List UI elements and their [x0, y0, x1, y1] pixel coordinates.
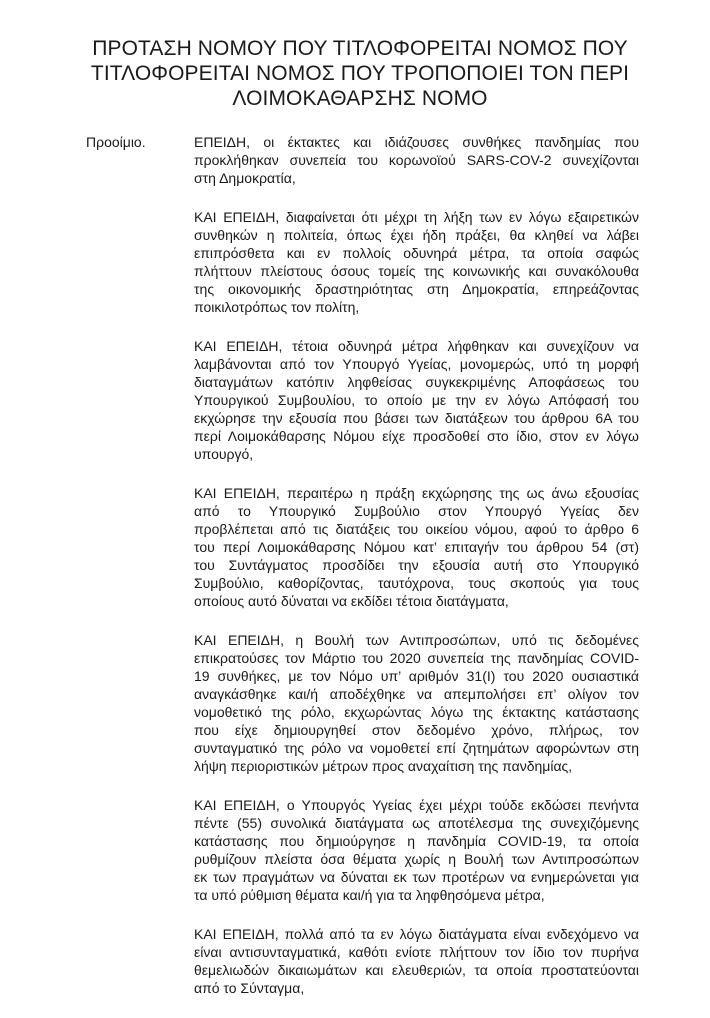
paragraph-line: ΚΑΙ ΕΠΕΙΔΗ, ο Υπουργός Υγείας έχει μέχρι τούδε εκδώσει πενήντα — [194, 797, 639, 813]
paragraph-line: της οικονομικής δραστηριότητας στη Δημοκρατία, επηρεάζοντας — [194, 281, 639, 297]
paragraph-line: πλήττουν πλείστους όσους τομείς της κοινωνικής και συνακόλουθα — [194, 263, 639, 279]
paragraph-line: Συμβούλιο, καθορίζοντας, ταυτόχρονα, τους σκοπούς για τους — [194, 575, 639, 591]
document-title — [60, 36, 660, 111]
preamble-paragraph — [194, 133, 639, 187]
paragraph-line: επιπρόσθετα και εν πολλοίς οδυνηρά μέτρα, τα οποία σαφώς — [194, 245, 639, 261]
paragraph-line: Υπουργικού Συμβουλίου, το οποίο με την εν λόγω Απόφασή του — [194, 392, 639, 408]
preamble-paragraph — [194, 208, 639, 316]
preamble-paragraph — [194, 796, 639, 904]
paragraph-line: εκχώρησε την εξουσία που βάσει των διατάξεων του άρθρου 6Α του — [194, 410, 639, 426]
paragraph-line: θεμελιωδών δικαιωμάτων και ελευθεριών, τα οποία προστατεύονται — [194, 962, 639, 978]
title-line: ΛΟΙΜΟΚΑΘΑΡΣΗΣ ΝΟΜΟ — [232, 87, 488, 110]
paragraph-line: ρυθμίζουν πλείστα όσα θέματα χωρίς η Βουλή των Αντιπροσώπων — [194, 851, 639, 867]
preamble-body — [194, 133, 639, 1018]
preamble-paragraph — [194, 484, 639, 610]
paragraph-line: ΚΑΙ ΕΠΕΙΔΗ, διαφαίνεται ότι μέχρι τη λήξη των εν λόγω εξαιρετικών — [194, 209, 639, 225]
paragraph-line: συνταγματικό της ρόλο να νομοθετεί επί ζητημάτων αφορώντων στη — [194, 740, 639, 756]
title-line: ΠΡΟΤΑΣΗ ΝΟΜΟΥ ΠΟΥ ΤΙΤΛΟΦΟΡΕΙΤΑΙ ΝΟΜΟΣ ΠΟΥ — [92, 37, 628, 60]
section-label: Προοίμιο. — [86, 134, 146, 150]
paragraph-line: 19 συνθήκες, με τον Νόμο υπ’ αριθμόν 31(Ι) του 2020 ουσιαστικά — [194, 668, 639, 684]
preamble-paragraph — [194, 337, 639, 463]
paragraph-line: συνθηκών η πολιτεία, όπως έχει ήδη πράξει, θα κληθεί να λάβει — [194, 227, 639, 243]
paragraph-line: ΚΑΙ ΕΠΕΙΔΗ, η Βουλή των Αντιπροσώπων, υπό τις δεδομένες — [194, 632, 639, 648]
paragraph-line: ΚΑΙ ΕΠΕΙΔΗ, περαιτέρω η πράξη εκχώρησης της ως άνω εξουσίας — [194, 485, 639, 501]
title-line: ΤΙΤΛΟΦΟΡΕΙΤΑΙ ΝΟΜΟΣ ΠΟΥ ΤΡΟΠΟΠΟΙΕΙ ΤΟΝ ΠΕΡΙ — [90, 62, 630, 85]
paragraph-line: περί Λοιμοκάθαρσης Νόμου είχε προσδοθεί στο ίδιο, στον εν λόγω — [194, 428, 639, 444]
paragraph-line: κατάστασης που δημιούργησε η πανδημία COVID-19, τα οποία — [194, 833, 639, 849]
paragraph-line: εκ των πραγμάτων να δύναται εκ των προτέρων να ενημερώνεται για — [194, 869, 639, 885]
paragraph-line: λαμβάνονται από τον Υπουργό Υγείας, μονομερώς, υπό τη μορφή — [194, 356, 639, 372]
paragraph-line: που είχε δημιουργηθεί στον δεδομένο χρόνο, πλήρως, τον — [194, 722, 639, 738]
paragraph-line: πέντε (55) συνολικά διατάγματα ως αποτέλεσμα της συνεχιζόμενης — [194, 815, 639, 831]
paragraph-line: του Συντάγματος προσδίδει την εξουσία αυτή στο Υπουργικό — [194, 557, 639, 573]
paragraph-line: ΚΑΙ ΕΠΕΙΔΗ, πολλά από τα εν λόγω διατάγματα είναι ενδεχόμενο να — [194, 926, 639, 942]
preamble-paragraph — [194, 925, 639, 997]
preamble-paragraph — [194, 631, 639, 775]
paragraph-line: αναγκάσθηκε και/ή αποδέχθηκε να απεμπολήσει επ’ ολίγον τον — [194, 686, 639, 702]
paragraph-line: επικρατούσες τον Μάρτιο του 2020 συνεπεία της πανδημίας COVID- — [194, 650, 639, 666]
paragraph-line: από το Υπουργικό Συμβούλιο στον Υπουργό Υγείας δεν — [194, 503, 639, 519]
paragraph-line: λήψη περιοριστικών μέτρων προς αναχαίτιση της πανδημίας, — [194, 758, 573, 774]
paragraph-line: από το Σύνταγμα, — [194, 980, 305, 996]
paragraph-line: διαταγμάτων κατόπιν ληφθείσας συγκεκριμένης Αποφάσεως του — [194, 374, 639, 390]
paragraph-line: του περί Λοιμοκάθαρσης Νόμου κατ’ επιταγήν του άρθρου 54 (στ) — [194, 539, 639, 555]
paragraph-line: υπουργό, — [194, 446, 254, 462]
paragraph-line: είναι αντισυνταγματικά, καθότι ενίοτε πλήττουν τον ίδιο τον πυρήνα — [194, 944, 639, 960]
paragraph-line: προβλέπεται από τις διατάξεις του οικείου νόμου, αφού το άρθρο 6 — [194, 521, 639, 537]
paragraph-line: τα υπό ρύθμιση θέματα και/ή για τα ληφθησόμενα μέτρα, — [194, 887, 545, 903]
paragraph-line: στη Δημοκρατία, — [194, 170, 296, 186]
paragraph-line: ΕΠΕΙΔΗ, οι έκτακτες και ιδιάζουσες συνθήκες πανδημίας που — [194, 134, 639, 150]
paragraph-line: ΚΑΙ ΕΠΕΙΔΗ, τέτοια οδυνηρά μέτρα λήφθηκαν και συνεχίζουν να — [194, 338, 639, 354]
paragraph-line: ποικιλοτρόπως τον πολίτη, — [194, 299, 360, 315]
paragraph-line: οποίους αυτό δύναται να εκδίδει τέτοια διατάγματα, — [194, 593, 509, 609]
paragraph-line: προκλήθηκαν συνεπεία του κορωνοϊού SARS-COV-2 συνεχίζονται — [194, 152, 639, 168]
paragraph-line: νομοθετικό της ρόλο, εκχωρώντας λόγω της έκτακτης κατάστασης — [194, 704, 639, 720]
